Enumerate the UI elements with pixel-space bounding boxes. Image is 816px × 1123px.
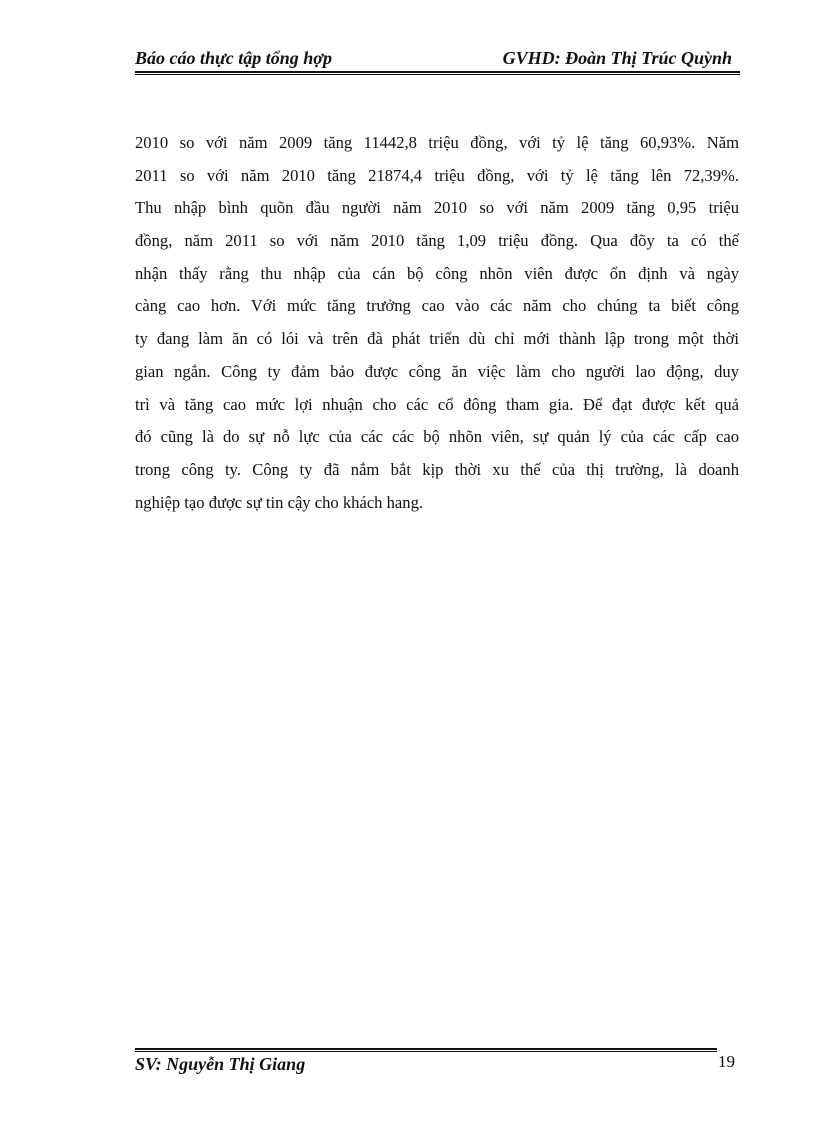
page-header xyxy=(135,48,738,70)
body-paragraph xyxy=(135,127,739,519)
paragraph-line: càng cao hơn. Với mức tăng trưởng cao vào các năm cho chúng ta biết công xyxy=(135,296,739,316)
header-rule xyxy=(135,71,740,75)
footer-student-name: SV: Nguyễn Thị Giang xyxy=(135,1054,306,1074)
paragraph-line: ty đang làm ăn có lói và trên đà phát triển dù chỉ mới thành lập trong một thời xyxy=(135,329,739,349)
paragraph-line: trong công ty. Công ty đã nắm bắt kịp thời xu thế của thị trường, là doanh xyxy=(135,459,739,479)
paragraph-line: nhận thấy rằng thu nhập của cán bộ công nhõn viên được ổn định và ngày xyxy=(135,263,739,283)
paragraph-line: gian ngắn. Công ty đảm bảo được công ăn việc làm cho người lao động, duy xyxy=(135,361,739,381)
paragraph-line: đó cũng là do sự nỗ lực của các các bộ nhõn viên, sự quản lý của các cấp cao xyxy=(135,427,739,447)
page-number: 19 xyxy=(718,1052,735,1071)
header-advisor: GVHD: Đoàn Thị Trúc Quỳnh xyxy=(502,48,732,68)
paragraph-line: 2010 so với năm 2009 tăng 11442,8 triệu đồng, với tỷ lệ tăng 60,93%. Năm xyxy=(135,133,739,152)
footer-rule xyxy=(135,1048,717,1052)
paragraph-line: trì và tăng cao mức lợi nhuận cho các cổ đông tham gia. Để đạt được kết quả xyxy=(135,394,739,414)
paragraph-line: nghiệp tạo được sự tin cậy cho khách hang. xyxy=(135,492,424,512)
paragraph-line: đồng, năm 2011 so với năm 2010 tăng 1,09 triệu đồng. Qua đõy ta có thể xyxy=(135,231,739,251)
paragraph-line: Thu nhập bình quõn đầu người năm 2010 so với năm 2009 tăng 0,95 triệu xyxy=(135,198,739,218)
header-report-title: Báo cáo thực tập tổng hợp xyxy=(135,48,332,68)
paragraph-line: 2011 so với năm 2010 tăng 21874,4 triệu đồng, với tỷ lệ tăng lên 72,39%. xyxy=(135,165,739,185)
